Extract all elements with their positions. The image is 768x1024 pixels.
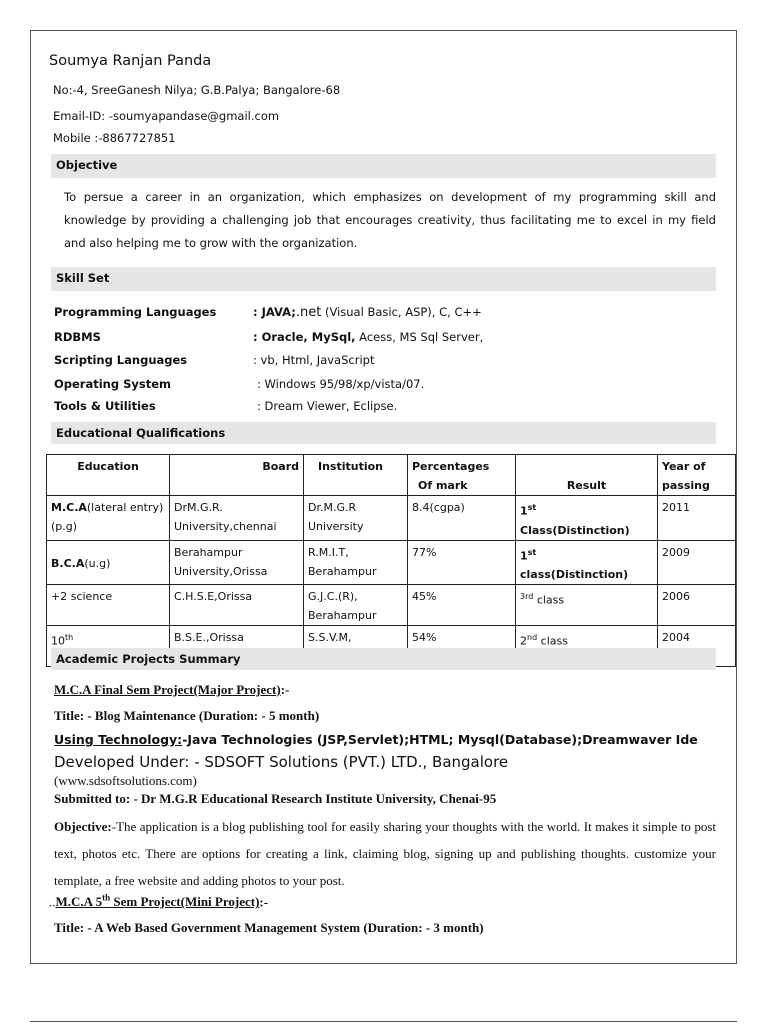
skill-value: : Dream Viewer, Eclipse. [257, 399, 398, 413]
col-result: Result [516, 455, 658, 496]
project1-objective: Objective:-The application is a blog publishing tool for easily sharing your thoughts with the world. It makes it simple to post text, photos etc. There are options for creating a link, claiming blog, signing up and publishing thoughts. customize your template, a free website and adding photos to your post. [54, 819, 716, 888]
project1-heading: M.C.A Final Sem Project(Major Project):- [54, 682, 290, 697]
cell-board: DrM.G.R. University,chennai [170, 496, 304, 541]
objective-text: To persue a career in an organization, which emphasizes on development of my programming skill and knowledge by providing a challenging job that encourages creativity, thus facilitating me to excel in my field and also helping me to grow with the organization. [64, 190, 716, 250]
mobile: Mobile :-8867727851 [53, 131, 176, 145]
cell-result: 2nd class [516, 626, 658, 667]
project1-developed-under: Developed Under: - SDSOFT Solutions (PVT.) LTD., Bangalore [54, 753, 509, 771]
table-header-row [47, 455, 736, 496]
education-table [46, 454, 736, 667]
cell-percentage: 54% [408, 626, 516, 667]
education-heading: Educational Qualifications [51, 422, 716, 444]
cell-education: +2 science [47, 585, 170, 626]
cell-institution: S.S.V.M, [304, 626, 408, 667]
project1-website: (www.sdsoftsolutions.com) [54, 773, 197, 788]
skill-label: RDBMS [54, 330, 101, 344]
table-row [47, 585, 736, 626]
cell-board: Berahampur University,Orissa [170, 540, 304, 585]
col-percentage: Percentages Of mark [408, 455, 516, 496]
cell-board: B.S.E.,Orissa [170, 626, 304, 667]
skill-value: : JAVA;.net (Visual Basic, ASP), C, C++ [253, 305, 482, 320]
resume-page [30, 30, 737, 964]
cell-institution: Dr.M.G.R University [304, 496, 408, 541]
table-row [47, 540, 736, 585]
col-institution: Institution [304, 455, 408, 496]
project1-technology: Using Technology:-Java Technologies (JSP,Servlet);HTML; Mysql(Database);Dreamwaver Ide [54, 732, 698, 747]
cell-board: C.H.S.E,Orissa [170, 585, 304, 626]
page-divider [30, 1021, 737, 1022]
cell-percentage: 45% [408, 585, 516, 626]
cell-year: 2011 [658, 496, 736, 541]
cell-result: 1st Class(Distinction) [516, 496, 658, 541]
project2-heading: ..M.C.A 5th Sem Project(Mini Project):- [49, 893, 269, 910]
col-year: Year of passing [658, 455, 736, 496]
address: No:-4, SreeGanesh Nilya; G.B.Palya; Bangalore-68 [53, 83, 341, 97]
skill-label: Operating System [54, 377, 172, 391]
cell-percentage: 8.4(cgpa) [408, 496, 516, 541]
candidate-name: Soumya Ranjan Panda [49, 53, 212, 69]
cell-institution: G.J.C.(R), Berahampur [304, 585, 408, 626]
cell-year: 2009 [658, 540, 736, 585]
skill-value: : Windows 95/98/xp/vista/07. [257, 377, 425, 391]
skill-label: Programming Languages [54, 305, 217, 319]
col-board: Board [170, 455, 304, 496]
skill-value: : Oracle, MySql, Acess, MS Sql Server, [253, 330, 484, 344]
cell-result: $^{3rd}$ class [516, 585, 658, 626]
cell-percentage: 77% [408, 540, 516, 585]
skill-label: Scripting Languages [54, 353, 188, 367]
project2-title: Title: - A Web Based Government Management System (Duration: - 3 month) [54, 920, 484, 935]
skill-value: : vb, Html, JavaScript [253, 353, 375, 367]
project1-title: Title: - Blog Maintenance (Duration: - 5 month) [54, 708, 320, 723]
email: Email-ID: -soumyapandase@gmail.com [53, 109, 280, 123]
skill-set-heading: Skill Set [51, 267, 716, 291]
cell-education: B.C.A(u.g) [47, 540, 170, 585]
table-row [47, 496, 736, 541]
cell-year: 2004 [658, 626, 736, 667]
objective-heading: Objective [51, 154, 716, 178]
cell-year: 2006 [658, 585, 736, 626]
cell-result: 1st class(Distinction) [516, 540, 658, 585]
cell-institution: R.M.I.T, Berahampur [304, 540, 408, 585]
cell-education: 10th [47, 626, 170, 667]
cell-education: M.C.A(lateral entry)(p.g) [47, 496, 170, 541]
project1-submitted-to: Submitted to: - Dr M.G.R Educational Research Institute University, Chenai-95 [54, 791, 497, 806]
skill-label: Tools & Utilities [54, 399, 156, 413]
projects-heading: Academic Projects Summary [51, 648, 716, 670]
col-education: Education [47, 455, 170, 496]
